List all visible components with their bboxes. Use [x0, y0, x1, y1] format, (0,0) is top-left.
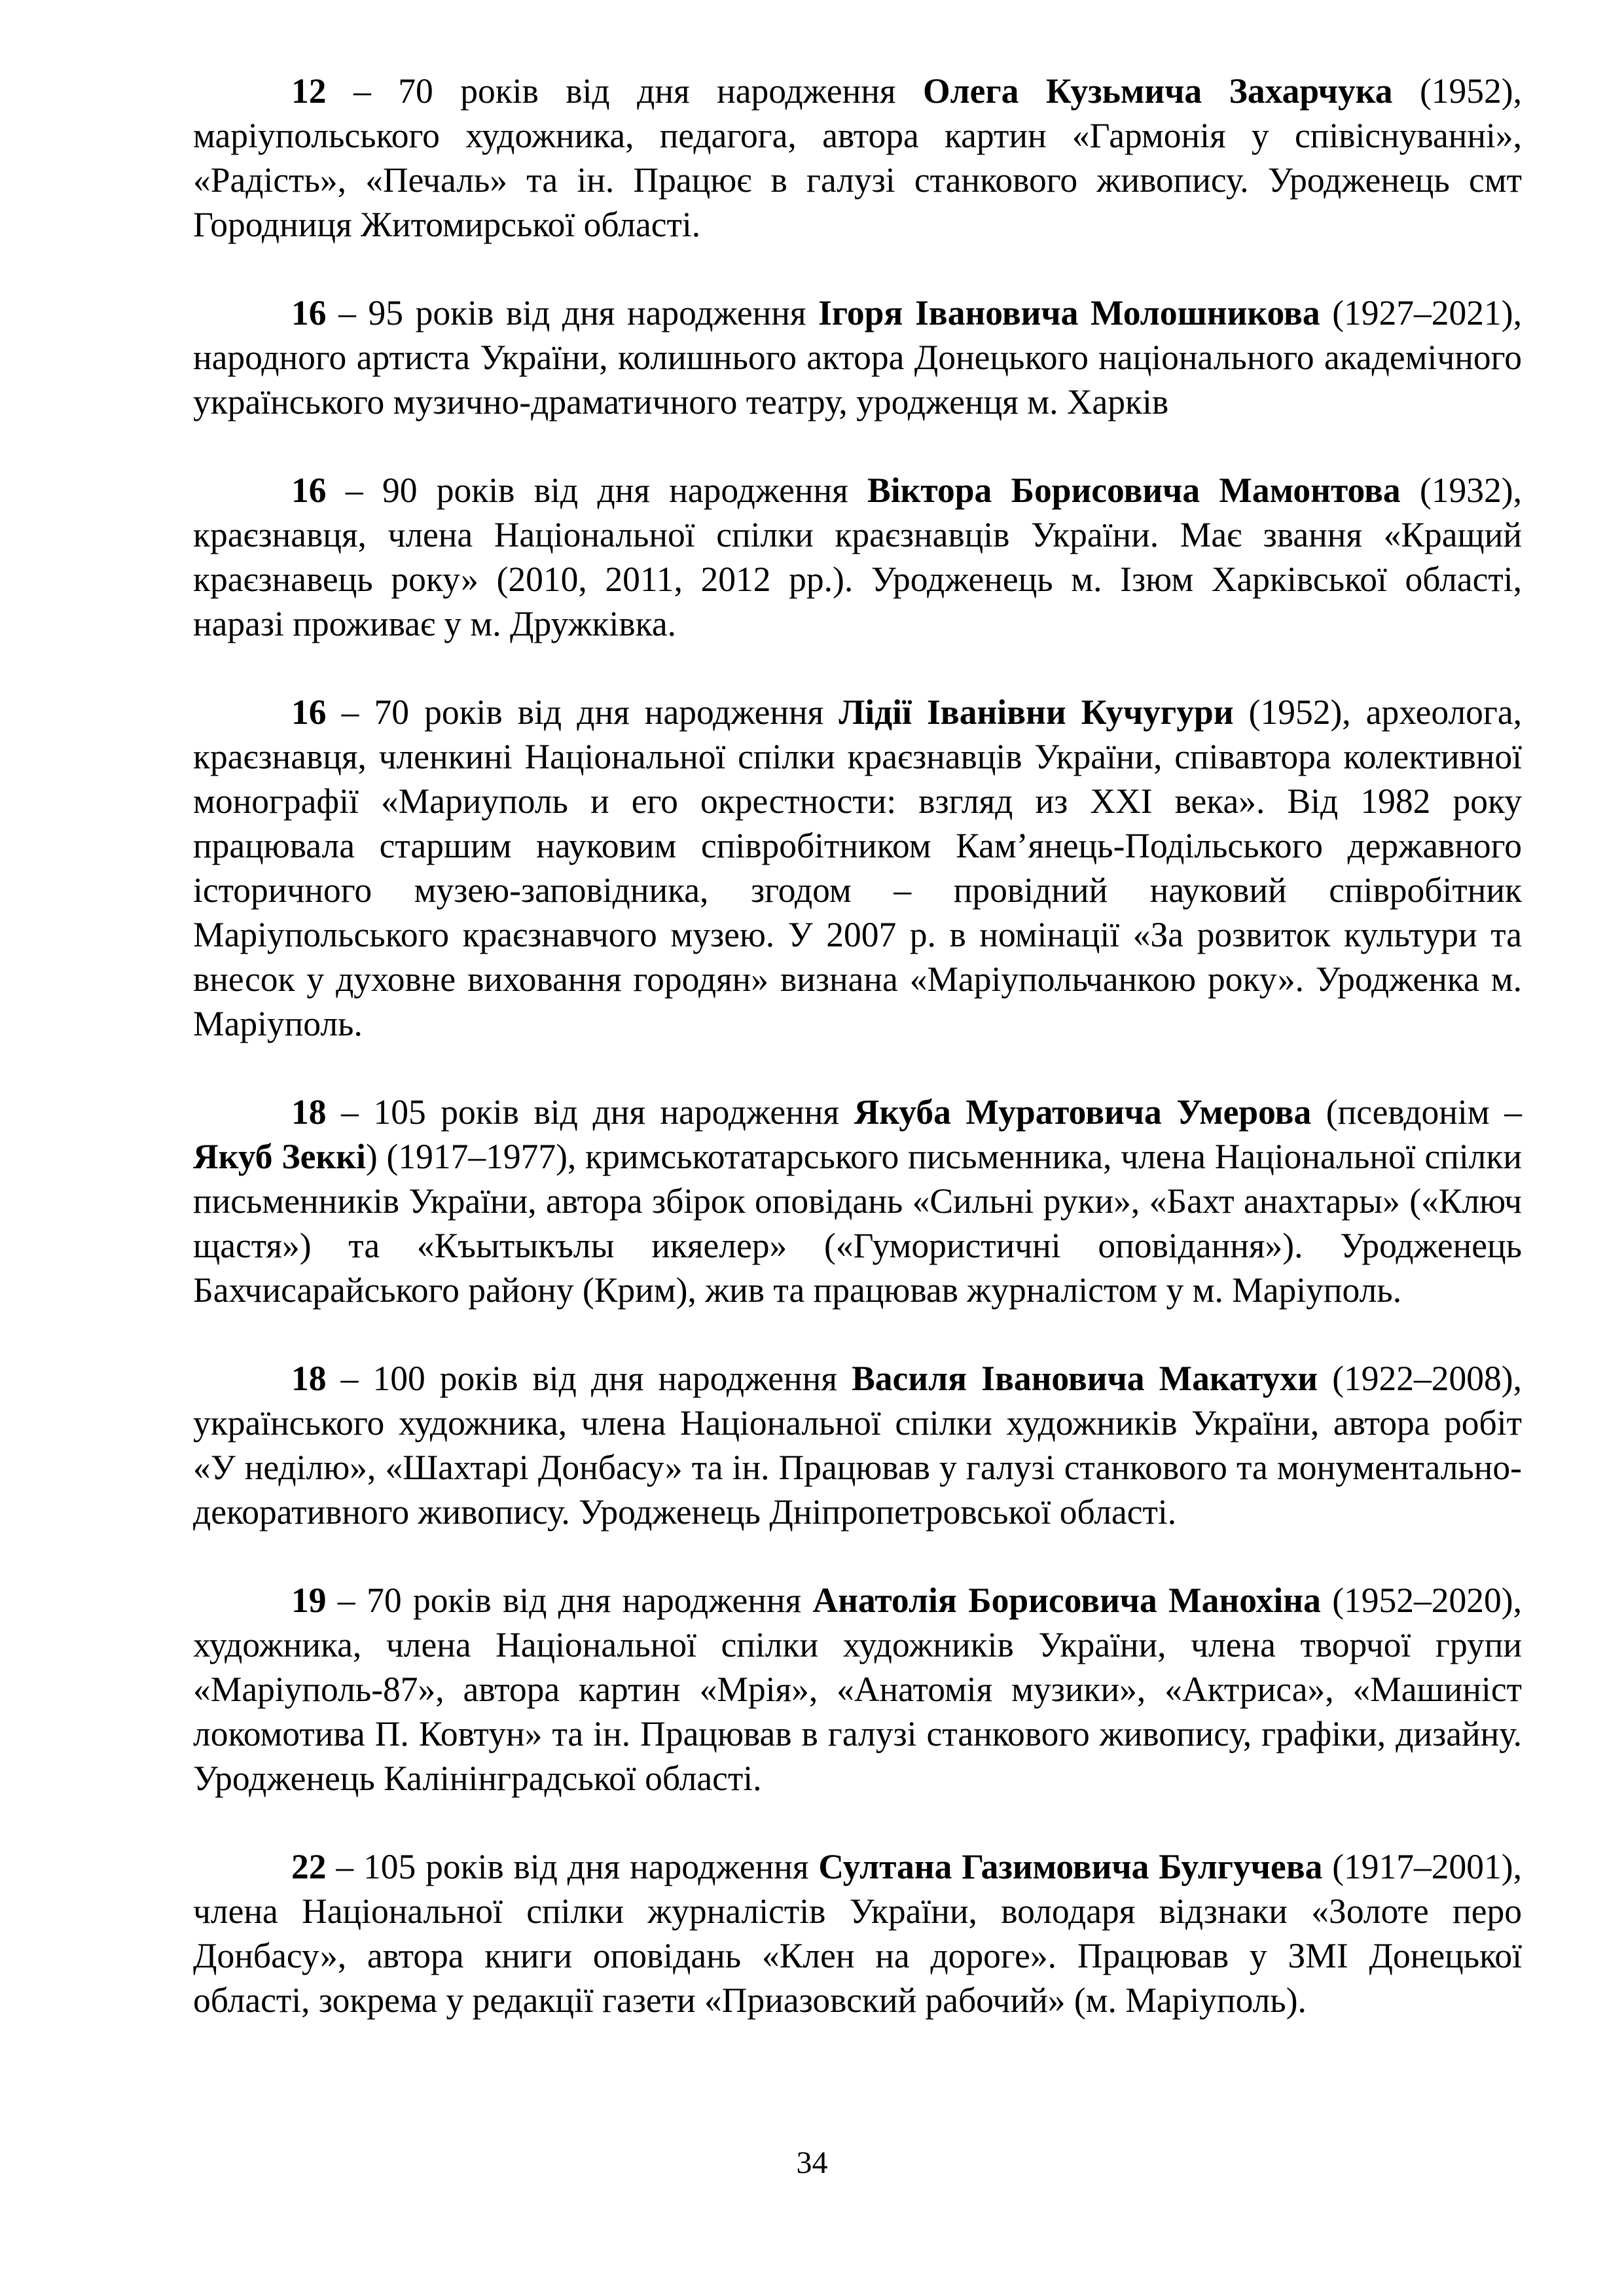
entry-person-name: Віктора Борисовича Мамонтова [867, 471, 1401, 510]
anniversary-entry-mamontov [193, 468, 1522, 646]
entry-day: 16 [291, 293, 327, 332]
entry-text-after: (1952), археолога, краєзнавця, членкині Національної спілки краєзнавців України, співавтора колективної монографії «Мариуполь и его окрестности: взгляд из XXI века». Від 1982 року працювала старшим науковим співробітником Кам’янець-Подільського державного історичного музею-заповідника, згодом – провідний науковий співробітник Маріупольського краєзнавчого музею. У 2007 р. в номінації «За розвиток культури та внесок у духовне виховання городян» визнана «Маріупольчанкою року». Уродженка м. Маріуполь. [193, 692, 1522, 1043]
entry-day: 19 [291, 1581, 327, 1620]
anniversary-entry-zakharchuk [193, 69, 1522, 247]
entry-person-name: Султана Газимовича Булгучева [818, 1847, 1323, 1886]
page-content [193, 69, 1522, 2066]
anniversary-entry-bulhuchev [193, 1844, 1522, 2022]
entry-day: 18 [291, 1359, 327, 1398]
entry-text-before: – 70 років від дня народження [326, 692, 839, 732]
entry-day: 12 [291, 71, 327, 111]
entry-text-before: – 95 років від дня народження [326, 293, 819, 332]
entry-text-before: – 70 років від дня народження [326, 71, 924, 111]
entry-day: 16 [291, 471, 327, 510]
entry-text-after: (1952–2020), художника, члена Національної спілки художників України, члена творчої групи «Маріуполь-87», автора картин «Мрія», «Анатомія музики», «Актриса», «Машиніст локомотива П. Ковтун» та ін. Працював в галузі станкового живопису, графіки, дизайну. Уродженець Калінінградської області. [193, 1581, 1523, 1798]
anniversary-entry-moloshnikov [193, 291, 1522, 424]
entry-person-name: Ігоря Івановича Молошникова [818, 293, 1320, 332]
entry-text-after: (1922–2008), українського художника, члена Національної спілки художників України, автора робіт «У неділю», «Шахтарі Донбасу» та ін. Працював у галузі станкового та монументально-декоративного живопису. Уродженець Дніпропетровської області. [193, 1359, 1522, 1532]
entry-person-name: Якуба Муратовича Умерова [854, 1092, 1312, 1132]
entry-text-before: – 90 років від дня народження [326, 471, 868, 510]
anniversary-entry-kuchuhura [193, 690, 1522, 1046]
entry-person-name: Олега Кузьмича Захарчука [923, 71, 1393, 111]
anniversary-entry-umerov [193, 1090, 1522, 1312]
entry-person-name: Анатолія Борисовича Манохіна [812, 1581, 1321, 1620]
entry-text-before: – 105 років від дня народження [326, 1092, 854, 1132]
entry-day: 22 [291, 1847, 327, 1886]
entry-text-mid: (псевдонім – [1311, 1092, 1522, 1132]
entry-text-after: ) (1917–1977), кримськотатарського письменника, члена Національної спілки письменників України, автора збірок оповідань «Сильні руки», «Бахт анахтары» («Ключ щастя») та «Къытыкълы икяелер» («Гумористичні оповідання»). Уродженець Бахчисарайського району (Крим), жив та працював журналістом у м. Маріуполь. [193, 1137, 1523, 1310]
entry-text-before: – 70 років від дня народження [326, 1581, 813, 1620]
entry-person-name: Василя Івановича Макатухи [852, 1359, 1318, 1398]
anniversary-entry-manokhin [193, 1578, 1522, 1801]
entry-text-after: (1932), краєзнавця, члена Національної спілки краєзнавців України. Має звання «Кращий краєзнавець року» (2010, 2011, 2012 рр.). Уродженець м. Ізюм Харківської області, наразі проживає у м. Дружківка. [193, 471, 1522, 643]
entry-person-name: Лідії Іванівни Кучугури [839, 692, 1234, 732]
entry-text-before: – 100 років від дня народження [326, 1359, 852, 1398]
entry-day: 18 [291, 1092, 327, 1132]
anniversary-entry-makatukha [193, 1356, 1522, 1534]
page-number: 34 [796, 2145, 828, 2180]
entry-day: 16 [291, 692, 327, 732]
entry-text-after: (1952), маріупольського художника, педагога, автора картин «Гармонія у співіснуванні», «Радість», «Печаль» та ін. Працює в галузі станкового живопису. Уродженець смт Городниця Житомирської області. [193, 71, 1522, 244]
entry-pseudonym: Якуб Зеккі [193, 1137, 366, 1176]
entry-text-after: (1927–2021), народного артиста України, колишнього актора Донецького національного академічного українського музично-драматичного театру, уродженця м. Харків [193, 293, 1522, 422]
entry-text-before: – 105 років від дня народження [326, 1847, 819, 1886]
entry-text-after: (1917–2001), члена Національної спілки журналістів України, володаря відзнаки «Золоте перо Донбасу», автора книги оповідань «Клен на дороге». Працював у ЗМІ Донецької області, зокрема у редакції газети «Приазовский рабочий» (м. Маріуполь). [193, 1847, 1522, 2020]
